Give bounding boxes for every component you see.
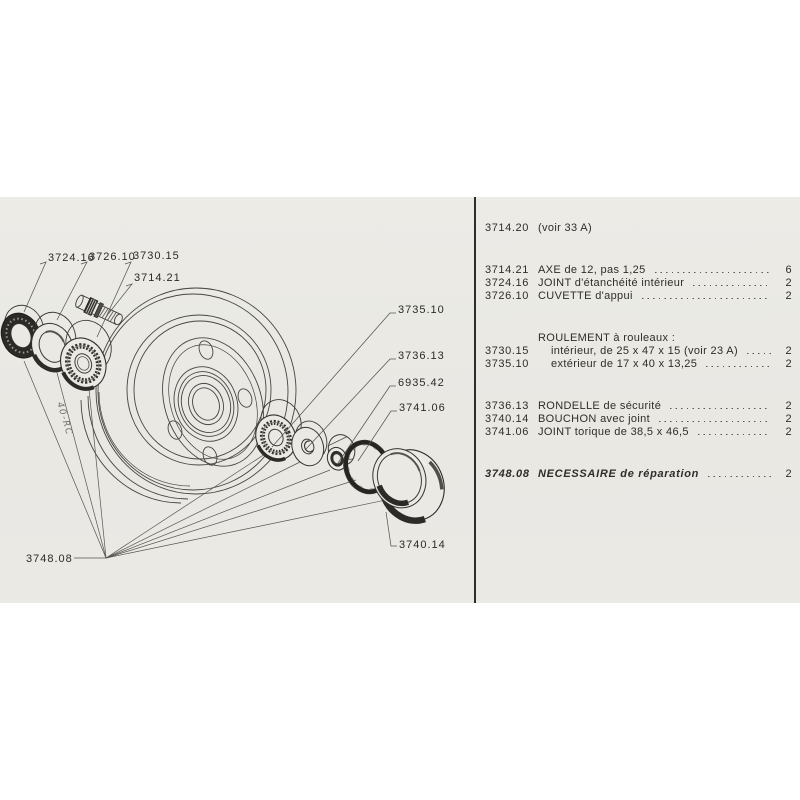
part-ref: 3748.08 bbox=[485, 468, 530, 480]
dotted-leader bbox=[708, 476, 771, 478]
callout-3730-15: 3730.15 bbox=[133, 250, 180, 262]
part-qty: 2 bbox=[785, 400, 792, 412]
part-desc: RONDELLE de sécurité bbox=[538, 400, 662, 412]
callout-3748-08: 3748.08 bbox=[26, 553, 73, 565]
hub-nut-part bbox=[321, 431, 360, 472]
dotted-leader bbox=[655, 272, 771, 274]
part-desc: BOUCHON avec joint bbox=[538, 413, 651, 425]
dotted-leader bbox=[693, 285, 771, 287]
dotted-leader bbox=[747, 353, 771, 355]
part-desc: ROULEMENT à rouleaux : bbox=[538, 332, 676, 344]
part-ref: 3724.16 bbox=[485, 277, 529, 289]
part-desc: JOINT torique de 38,5 x 46,5 bbox=[538, 426, 689, 438]
table-row bbox=[485, 290, 792, 303]
callout-3726-10: 3726.10 bbox=[89, 251, 136, 263]
part-qty: 2 bbox=[785, 426, 792, 438]
table-row bbox=[485, 277, 792, 290]
part-qty: 2 bbox=[785, 277, 792, 289]
part-ref: 3730.15 bbox=[485, 345, 529, 357]
part-ref: 3714.20 bbox=[485, 222, 529, 234]
callout-3741-06: 3741.06 bbox=[399, 402, 446, 414]
callout-3724-16: 3724.16 bbox=[48, 252, 95, 264]
dotted-leader bbox=[670, 408, 771, 410]
pencil-annotation: 40-RC bbox=[54, 400, 74, 438]
dotted-leader bbox=[706, 366, 771, 368]
dotted-leader bbox=[659, 421, 771, 423]
parts-table bbox=[485, 222, 792, 481]
table-row bbox=[485, 345, 792, 358]
part-ref: 3735.10 bbox=[485, 358, 529, 370]
part-qty: 2 bbox=[785, 413, 792, 425]
dotted-leader bbox=[698, 434, 771, 436]
part-ref bbox=[485, 332, 538, 345]
part-qty: 2 bbox=[785, 358, 792, 370]
part-desc: (voir 33 A) bbox=[538, 222, 592, 234]
callout-3714-21: 3714.21 bbox=[134, 272, 181, 284]
dotted-leader bbox=[642, 298, 771, 300]
callout-3740-14: 3740.14 bbox=[399, 539, 446, 551]
part-desc: NECESSAIRE de réparation bbox=[538, 468, 700, 480]
axle-bolt-part bbox=[74, 293, 125, 328]
part-ref: 3736.13 bbox=[485, 400, 529, 412]
part-ref: 3741.06 bbox=[485, 426, 529, 438]
table-row bbox=[485, 358, 792, 371]
part-desc: extérieur de 17 x 40 x 13,25 bbox=[551, 358, 698, 370]
part-desc: CUVETTE d'appui bbox=[538, 290, 633, 302]
callout-3735-10: 3735.10 bbox=[398, 304, 445, 316]
table-row bbox=[485, 332, 792, 345]
callout-6935-42: 6935.42 bbox=[398, 377, 445, 389]
table-row bbox=[485, 264, 792, 277]
part-desc: intérieur, de 25 x 47 x 15 (voir 23 A) bbox=[551, 345, 738, 357]
column-divider bbox=[474, 197, 476, 603]
part-qty: 2 bbox=[785, 290, 792, 302]
table-row bbox=[485, 468, 792, 481]
part-qty bbox=[675, 332, 689, 345]
part-ref: 3726.10 bbox=[485, 290, 529, 302]
part-desc: JOINT d'étanchéité intérieur bbox=[538, 277, 685, 289]
lock-washer-part bbox=[285, 417, 333, 470]
part-qty bbox=[592, 222, 606, 235]
table-row bbox=[485, 222, 792, 235]
part-qty: 6 bbox=[785, 264, 792, 276]
table-row bbox=[485, 400, 792, 413]
part-qty: 2 bbox=[785, 345, 792, 357]
callout-3736-13: 3736.13 bbox=[398, 350, 445, 362]
part-qty: 2 bbox=[785, 468, 792, 480]
part-ref: 3714.21 bbox=[485, 264, 529, 276]
part-ref: 3740.14 bbox=[485, 413, 529, 425]
table-row bbox=[485, 413, 792, 426]
part-desc: AXE de 12, pas 1,25 bbox=[538, 264, 646, 276]
table-row bbox=[485, 426, 792, 439]
